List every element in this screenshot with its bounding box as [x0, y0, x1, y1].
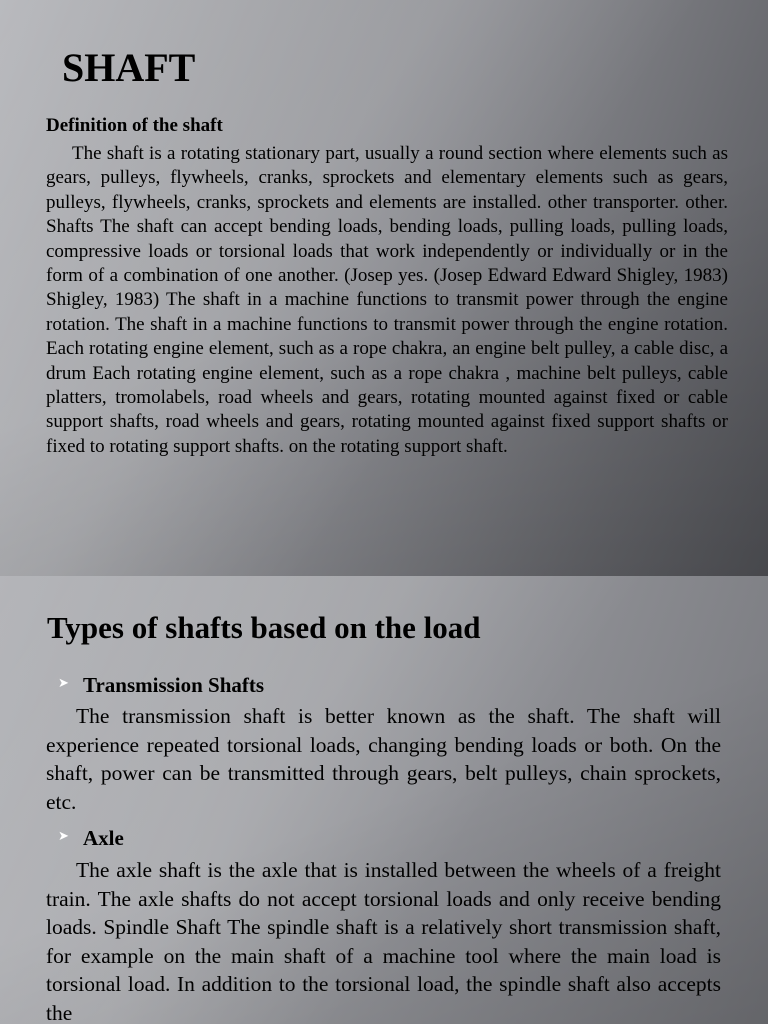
item-heading: Axle	[83, 826, 124, 850]
arrow-bullet-icon: ➤	[58, 829, 69, 844]
section-heading: Definition of the shaft	[46, 115, 223, 136]
slide-shaft-types	[0, 576, 768, 1024]
item-paragraph: The axle shaft is the axle that is installed between the wheels of a freight train. The axle shafts do not accept torsional loads and only receive bending loads. Spindle Shaft The spindle shaft is a relatively short transmission shaft, for example on the main shaft of a machine tool where the main load is torsional load. In addition to the torsional load, the spindle shaft also accepts the	[46, 858, 721, 1024]
item-paragraph: The transmission shaft is better known as the shaft. The shaft will experience repeated torsional loads, changing bending loads or both. On the shaft, power can be transmitted through gears, belt pulleys, chain sprockets, etc.	[46, 704, 721, 814]
slide-title: SHAFT	[62, 45, 196, 90]
arrow-bullet-icon: ➤	[58, 676, 69, 691]
definition-paragraph: The shaft is a rotating stationary part, usually a round section where elements such as gears, pulleys, flywheels, cranks, sprockets and elementary elements such as gears, pulleys, flywheels, cranks, sprockets and elements are installed. other transporter. other. Shafts The shaft can accept bending loads, bending loads, pulling loads, pulling loads, compressive loads or torsional loads that work independently or individually or in the form of a combination of one another. (Josep yes. (Josep Edward Edward Shigley, 1983) Shigley, 1983) The shaft in a machine functions to transmit power through the engine rotation. The shaft in a machine functions to transmit power through the engine rotation. Each rotating engine element, such as a rope chakra, an engine belt pulley, a cable disc, a drum Each rotating engine element, such as a rope chakra , machine belt pulleys, cable platters, tromolabels, road wheels and gears, rotating mounted against fixed or cable support shafts, road wheels and gears, rotating mounted against fixed support shafts or fixed to rotating support shafts. on the rotating support shaft.	[46, 143, 728, 457]
item-heading: Transmission Shafts	[83, 673, 265, 697]
slide-title: Types of shafts based on the load	[47, 610, 481, 645]
